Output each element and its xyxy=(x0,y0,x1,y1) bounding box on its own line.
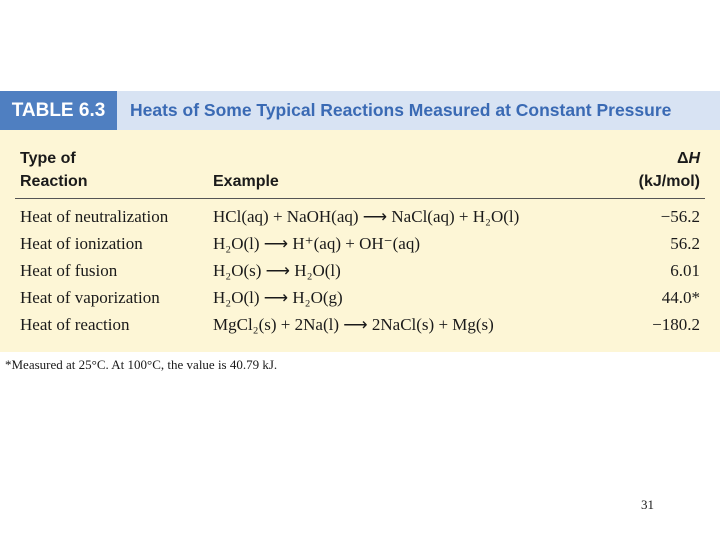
table-row xyxy=(0,311,720,338)
table-body xyxy=(0,130,720,352)
table-row xyxy=(0,257,720,284)
table-row xyxy=(0,284,720,311)
row-type: Heat of fusion xyxy=(20,261,118,280)
header-delta-h xyxy=(639,147,700,193)
row-delta-h: 56.2 xyxy=(670,234,700,253)
row-example: H₂O(l) ⟶ H⁺(aq) + OH⁻(aq) xyxy=(213,234,420,253)
table-footnote: *Measured at 25°C. At 100°C, the value is 40.79 kJ. xyxy=(5,357,278,372)
row-example: MgCl₂(s) + 2Na(l) ⟶ 2NaCl(s) + Mg(s) xyxy=(213,315,494,334)
table-row xyxy=(0,203,720,230)
header-example: Example xyxy=(213,173,279,190)
row-example: HCl(aq) + NaOH(aq) ⟶ NaCl(aq) + H₂O(l) xyxy=(213,207,520,226)
row-delta-h: −56.2 xyxy=(660,207,700,226)
row-type: Heat of reaction xyxy=(20,315,130,334)
row-delta-h: 6.01 xyxy=(670,261,700,280)
table-title: Heats of Some Typical Reactions Measured at Constant Pressure xyxy=(130,100,672,120)
table-row xyxy=(0,230,720,257)
table-title-bar xyxy=(0,91,720,130)
page-number: 31 xyxy=(641,497,654,512)
header-dh-units: (kJ/mol) xyxy=(638,173,700,190)
header-type-of-reaction xyxy=(20,147,140,193)
header-rule xyxy=(15,198,705,199)
table-number-badge: TABLE 6.3 xyxy=(0,91,117,130)
row-type: Heat of vaporization xyxy=(20,288,160,307)
row-delta-h: 44.0* xyxy=(661,288,700,307)
row-example: H₂O(l) ⟶ H₂O(g) xyxy=(213,288,343,307)
header-type-line1: Type of xyxy=(20,150,76,167)
row-type: Heat of ionization xyxy=(20,234,143,253)
header-dh-symbol: ΔH xyxy=(676,150,700,167)
row-type: Heat of neutralization xyxy=(20,207,169,226)
row-delta-h: −180.2 xyxy=(652,315,700,334)
row-example: H₂O(s) ⟶ H₂O(l) xyxy=(213,261,341,280)
header-type-line2: Reaction xyxy=(20,173,88,190)
